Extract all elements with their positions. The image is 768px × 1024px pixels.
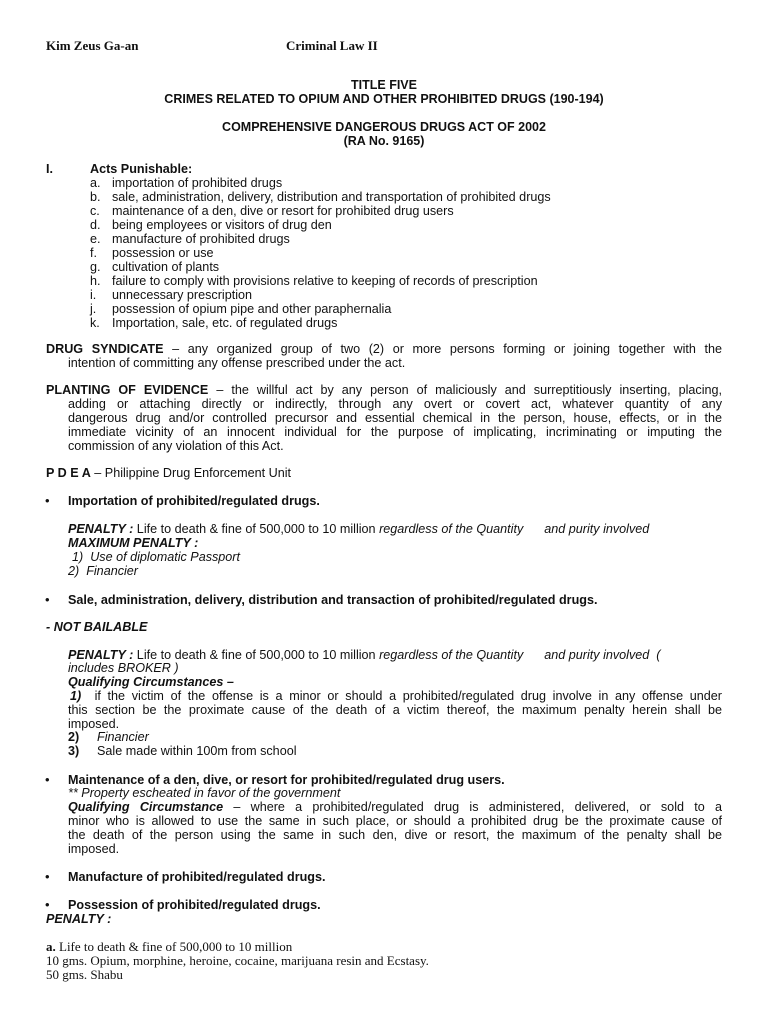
possession-penalty-a: [46, 940, 292, 954]
act-title: COMPREHENSIVE DANGEROUS DRUGS ACT OF 2002: [222, 120, 546, 134]
possession-heading: Possession of prohibited/regulated drugs.: [68, 898, 321, 912]
bullet-icon: •: [45, 592, 50, 607]
penalty-label: PENALTY :: [68, 648, 134, 662]
den-qualifying-text: – where a prohibited/regulated drug is administered, delivered, or sold to a: [223, 800, 722, 814]
planting-evidence-line: commission of any violation of this Act.: [68, 439, 284, 453]
not-bailable-note: - NOT BAILABLE: [46, 620, 148, 634]
planting-evidence-line: immediate vicinity of an innocent individual for the purpose of implicating, incriminating or imputing the: [68, 425, 722, 439]
qualifying-circumstance-label: Qualifying Circumstance: [68, 800, 224, 814]
list-item-text: manufacture of prohibited drugs: [112, 232, 290, 246]
possession-quantity-line: 50 gms. Shabu: [46, 967, 123, 982]
pdea-definition: [46, 466, 291, 480]
maximum-penalty-item: 1) Use of diplomatic Passport: [72, 550, 240, 564]
title-five: TITLE FIVE: [351, 78, 417, 92]
den-qualifying-text-cont: imposed.: [68, 842, 120, 856]
list-item-text: cultivation of plants: [112, 260, 220, 274]
qualifying-item-1: [68, 689, 722, 703]
bullet-icon: •: [45, 897, 50, 912]
list-marker: d.: [90, 218, 101, 232]
course-name: Criminal Law II: [286, 38, 378, 53]
list-marker: i.: [90, 288, 97, 302]
qualifying-item-3: [68, 744, 297, 758]
acts-heading: Acts Punishable:: [90, 162, 193, 176]
pdea-term: P D E A: [46, 466, 91, 480]
planting-evidence-term: PLANTING OF EVIDENCE: [46, 383, 209, 397]
sale-penalty: [68, 648, 660, 662]
pdea-text: – Philippine Drug Enforcement Unit: [94, 466, 292, 480]
planting-evidence-definition: [46, 383, 722, 397]
qualifying-circumstances-label: Qualifying Circumstances –: [68, 675, 234, 689]
manufacture-heading: Manufacture of prohibited/regulated drugs.: [68, 870, 326, 884]
title-subtitle: CRIMES RELATED TO OPIUM AND OTHER PROHIBITED DRUGS (190-194): [164, 92, 604, 106]
list-item-text: sale, administration, delivery, distribution and transportation of prohibited drugs: [112, 190, 551, 204]
list-marker: f.: [90, 246, 97, 260]
possession-penalty-label: PENALTY :: [46, 912, 112, 926]
drug-syndicate-definition: [46, 342, 722, 356]
ra-number: (RA No. 9165): [343, 134, 425, 148]
list-item-text: being employees or visitors of drug den: [112, 218, 332, 232]
qualifying-text: Sale made within 100m from school: [97, 744, 297, 758]
den-qualifying: [68, 800, 722, 814]
qualifying-number: 1): [70, 689, 82, 703]
possession-quantity-line: 10 gms. Opium, morphine, heroine, cocaine, marijuana resin and Ecstasy.: [46, 953, 429, 968]
penalty-text: Life to death & fine of 500,000 to 10 million: [133, 522, 380, 536]
list-marker: b.: [90, 190, 101, 204]
list-marker: h.: [90, 274, 101, 288]
author-name: Kim Zeus Ga-an: [46, 38, 139, 53]
list-marker: k.: [90, 316, 100, 330]
planting-evidence-line: dangerous drug and/or controlled precursor and essential chemical in the person, house, effects, or in the: [68, 411, 722, 425]
list-marker: g.: [90, 260, 101, 274]
drug-syndicate-term: DRUG SYNDICATE: [46, 342, 164, 356]
qualifying-text-cont: imposed.: [68, 717, 120, 731]
penalty-label: PENALTY :: [68, 522, 134, 536]
den-qualifying-text-cont: minor who is allowed to use the same in such place, or should a prohibited drug be the proximate cause of: [68, 814, 722, 828]
list-marker: e.: [90, 232, 101, 246]
list-item-text: Importation, sale, etc. of regulated drugs: [112, 316, 338, 330]
penalty-qualifier-cont: includes BROKER ): [68, 661, 179, 675]
list-item-text: unnecessary prescription: [112, 288, 253, 302]
qualifying-text: Financier: [97, 730, 149, 744]
qualifying-text: if the victim of the offense is a minor or should a prohibited/regulated drug involve in any offense under: [94, 689, 722, 703]
drug-syndicate-text: – any organized group of two (2) or more persons forming or joining together with the: [172, 342, 722, 356]
importation-penalty: [68, 522, 649, 536]
maximum-penalty-item: 2) Financier: [68, 564, 138, 578]
penalty-qualifier: regardless of the Quantity and purity involved: [379, 522, 650, 536]
qualifying-number: 2): [68, 730, 80, 744]
list-marker: a.: [90, 176, 101, 190]
penalty-marker: a.: [46, 939, 56, 954]
bullet-icon: •: [45, 869, 50, 884]
list-marker: c.: [90, 204, 100, 218]
importation-heading: Importation of prohibited/regulated drugs.: [68, 494, 320, 508]
list-item-text: possession of opium pipe and other paraphernalia: [112, 302, 392, 316]
qualifying-number: 3): [68, 744, 80, 758]
list-item-text: possession or use: [112, 246, 214, 260]
penalty-text: Life to death & fine of 500,000 to 10 million: [133, 648, 380, 662]
list-item-text: importation of prohibited drugs: [112, 176, 283, 190]
maximum-penalty-label: MAXIMUM PENALTY :: [68, 536, 199, 550]
list-item-text: failure to comply with provisions relative to keeping of records of prescription: [112, 274, 538, 288]
planting-evidence-line: adding or attaching directly or indirectly, through any overt or covert act, whatever quantity of any: [68, 397, 722, 411]
list-item-text: maintenance of a den, dive or resort for prohibited drug users: [112, 204, 454, 218]
drug-syndicate-text-cont: intention of committing any offense prescribed under the act.: [68, 356, 406, 370]
qualifying-text-cont: this section be the proximate cause of the death of a victim thereof, the maximum penalty herein shall be: [68, 703, 722, 717]
list-marker: j.: [90, 302, 97, 316]
penalty-qualifier: regardless of the Quantity and purity involved (: [379, 648, 661, 662]
sale-heading: Sale, administration, delivery, distribution and transaction of prohibited/regulated drugs.: [68, 593, 598, 607]
section-numeral: I.: [46, 162, 53, 176]
bullet-icon: •: [45, 493, 50, 508]
bullet-icon: •: [45, 772, 50, 787]
den-qualifying-text-cont: the death of the person using the same in such den, dive or resort, the maximum of the penalty shall be: [68, 828, 722, 842]
den-heading: Maintenance of a den, dive, or resort for prohibited/regulated drug users.: [68, 773, 505, 787]
den-note: ** Property escheated in favor of the government: [68, 786, 341, 800]
penalty-text: Life to death & fine of 500,000 to 10 million: [55, 939, 293, 954]
qualifying-item-2: [68, 730, 149, 744]
planting-evidence-text: – the willful act by any person of maliciously and surreptitiously inserting, placing,: [216, 383, 723, 397]
